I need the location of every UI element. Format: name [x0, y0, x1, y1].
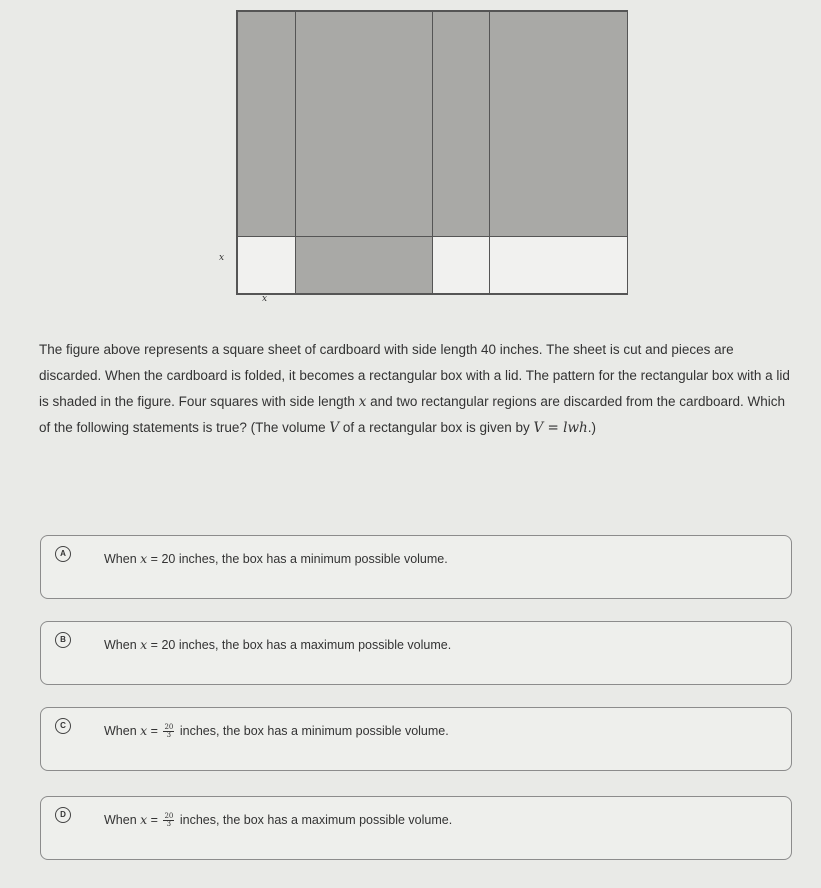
choice-text: When x = $\frac{20}{3}$ inches, the box has a maximum possible volume. [104, 812, 453, 829]
shaded-panel [432, 11, 490, 237]
discarded-square [237, 236, 296, 294]
choice-text: When x = $\frac{20}{3}$ inches, the box has a minimum possible volume. [104, 723, 449, 740]
side-length-label: x [219, 253, 225, 263]
choice-c[interactable] [40, 707, 792, 771]
choice-d[interactable] [40, 796, 792, 860]
choice-letter-badge: A [55, 546, 71, 562]
shaded-panel [295, 236, 433, 294]
fraction: $\frac{20}{3}$ [164, 812, 174, 829]
choice-text: When x = 20 inches, the box has a minimum possible volume. [104, 551, 448, 566]
choice-letter-badge: D [55, 807, 71, 823]
discarded-square [432, 236, 490, 294]
cardboard-figure [236, 10, 628, 295]
bottom-length-label: x [262, 294, 268, 304]
choice-letter-badge: B [55, 632, 71, 648]
shaded-panel [237, 11, 296, 237]
choice-text: When x = 20 inches, the box has a maximum possible volume. [104, 637, 452, 652]
fraction: $\frac{20}{3}$ [164, 723, 174, 740]
question-text: The figure above represents a square sheet of cardboard with side length 40 inches. The sheet is cut and pieces are discarded. When the cardboard is folded, it becomes a rectangular box with a lid. The pattern for the rectangular box with a lid is shaded in the figure. Four squares with side length x and two rectangular regions are discarded from the cardboard. Which of the following statements is true? (The volume V of a rectangular box is given by V = lwh.) [39, 342, 790, 436]
discarded-rectangle [489, 236, 628, 294]
choice-letter-badge: C [55, 718, 71, 734]
shaded-panel [295, 11, 433, 237]
choice-a[interactable] [40, 535, 792, 599]
shaded-panel [489, 11, 628, 237]
choice-b[interactable] [40, 621, 792, 685]
